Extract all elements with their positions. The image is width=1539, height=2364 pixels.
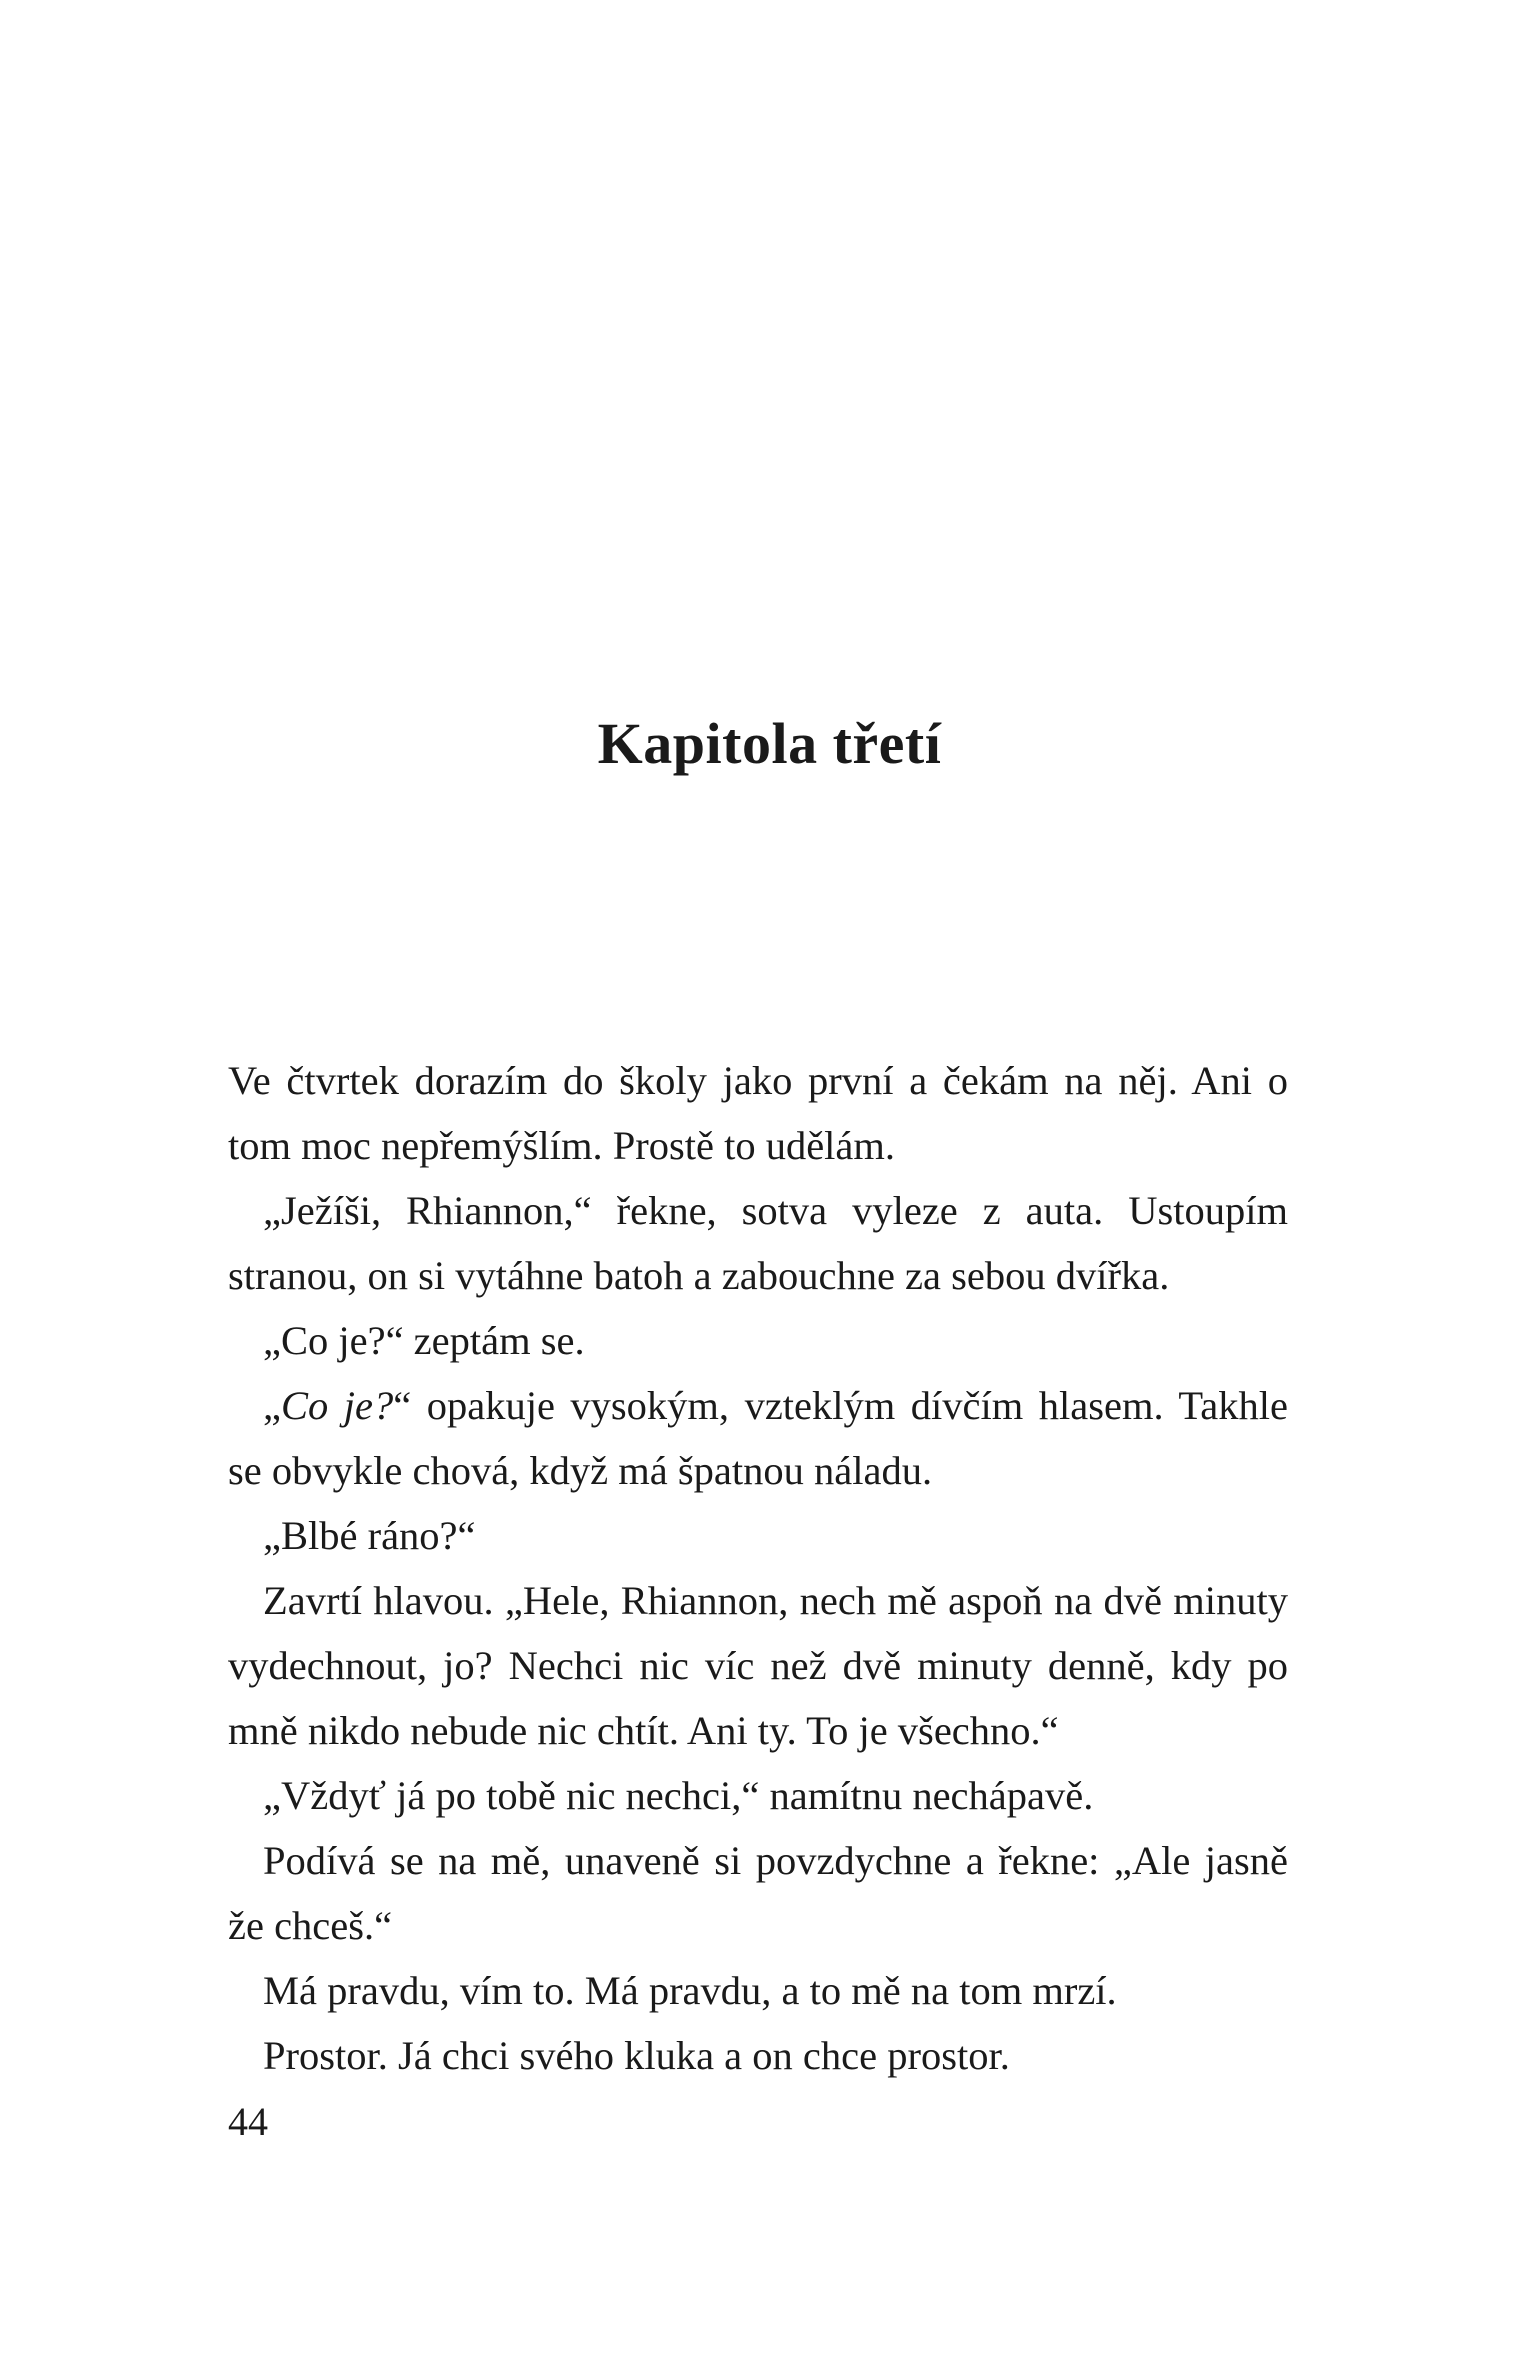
chapter-body <box>228 1048 1288 2088</box>
paragraph-1: Ve čtvrtek dorazím do školy jako první a čekám na něj. Ani o tom moc nepřemýšlím. Prostě to udělám. <box>228 1058 1288 1168</box>
paragraph-3: „Co je?“ zeptám se. <box>263 1318 585 1363</box>
paragraph-8: Podívá se na mě, unaveně si povzdychne a řekne: „Ale jasně že chceš.“ <box>228 1838 1288 1948</box>
paragraph-10: Prostor. Já chci svého kluka a on chce prostor. <box>263 2033 1010 2078</box>
paragraph-9: Má pravdu, vím to. Má pravdu, a to mě na tom mrzí. <box>263 1968 1117 2013</box>
paragraph-5: „Blbé ráno?“ <box>263 1513 476 1558</box>
paragraph-7: „Vždyť já po tobě nic nechci,“ namítnu nechápavě. <box>263 1773 1094 1818</box>
paragraph-6: Zavrtí hlavou. „Hele, Rhiannon, nech mě aspoň na dvě minuty vydechnout, jo? Nechci nic víc než dvě minuty denně, kdy po mně nikdo nebude nic chtít. Ani ty. To je všechno.“ <box>228 1578 1288 1753</box>
paragraph-4 <box>228 1373 1288 1503</box>
paragraph-2: „Ježíši, Rhiannon,“ řekne, sotva vyleze z auta. Ustoupím stranou, on si vytáhne batoh a zabouchne za sebou dvířka. <box>228 1188 1288 1298</box>
chapter-title: Kapitola třetí <box>597 711 942 776</box>
page-number: 44 <box>228 2099 268 2144</box>
paragraph-4-rest: “ opakuje vysokým, vzteklým dívčím hlasem. Takhle se obvykle chová, když má špatnou náladu. <box>228 1383 1288 1493</box>
paragraph-4-italic: Co je? <box>280 1383 394 1428</box>
paragraph-4-open-quote: „ <box>263 1383 281 1428</box>
